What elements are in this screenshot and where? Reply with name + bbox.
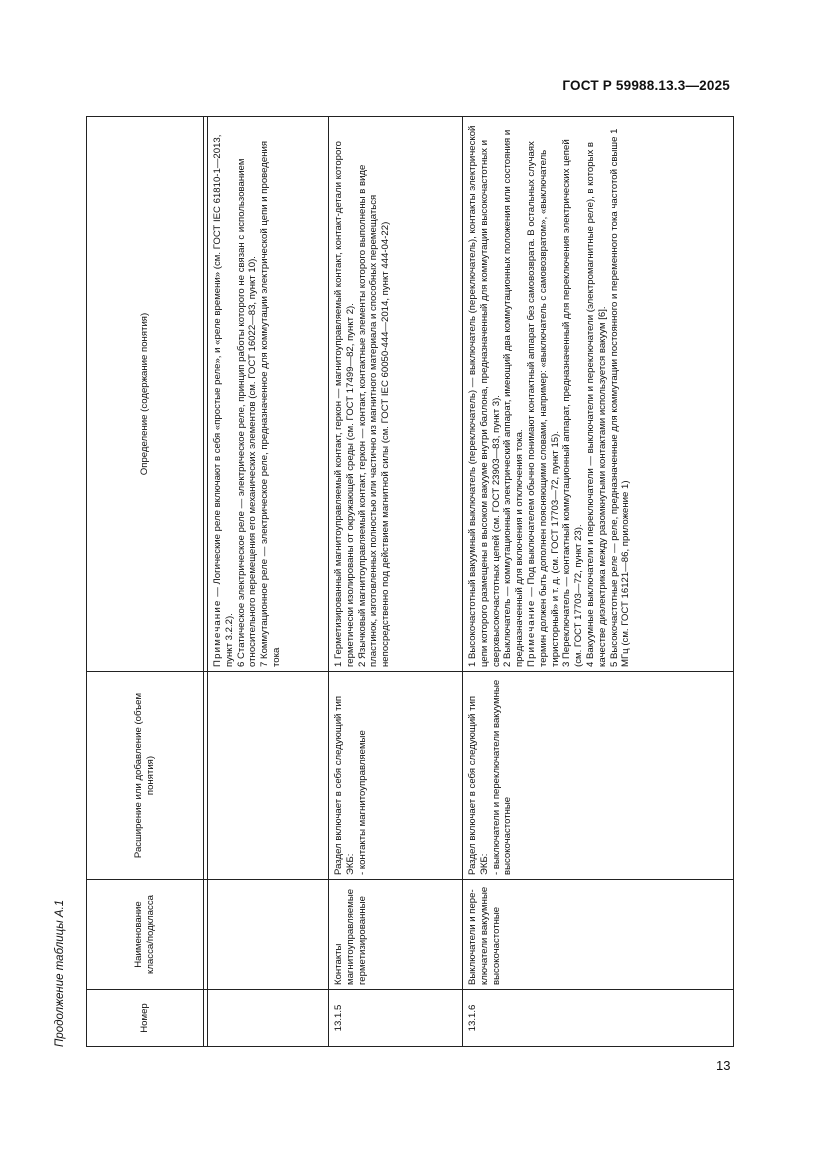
table-row <box>463 117 734 1047</box>
table-header-row <box>87 117 204 1047</box>
definition-item: 3 Переключатель — контактный коммутационный аппарат, предназначенный для переключения электрических цепей (см. ГОСТ 17703—72, пункт 23). <box>561 139 585 667</box>
column-header-name: Наименование класса/подкласса <box>87 880 204 990</box>
definition-item: 1 Герметизированный магнитоуправляемый контакт, геркон — магнитоуправляемый контакт, контакт-детали которого герметически изолированы от окружающей среды (см. ГОСТ 17499—82, пункт 2). <box>333 141 356 667</box>
table-caption: Продолжение таблицы А.1 <box>54 899 66 1047</box>
row-class-name: Контакты магнитоуправляемые герметизированные <box>329 880 463 990</box>
definition-item: 1 Высокочастотный вакуумный выключатель (переключатель) — выключатель (переключатель), контакты электрической цепи которого размещены в высоком вакууме внутри баллона, предназначенный для коммутации высокочастотных и сверхвысокочастотных цепей (см. ГОСТ 23903—83, пункт 3). <box>467 125 502 667</box>
row-extension <box>463 672 734 880</box>
extension-intro: Раздел включает в себя следующий тип ЭКБ: <box>467 695 490 875</box>
definition-item: 5 Высокочастотные реле — реле, предназначенные для коммутации постоянного и переменного тока частотой свыше 1 МГц (см. ГОСТ 16121—86, приложение 1) <box>608 128 632 667</box>
definition-item: 2 Язычковый магнитоуправляемый контакт, геркон — контакт, контактные элементы которого выполнены в виде пластинок, изготовленных полностью или частично из магнитного материала и способных перемещаться непосредственно под действием магнитной силы (см. ГОСТ IEC 60050-444—2014, пункт 444-04-22) <box>356 164 392 667</box>
document-code: ГОСТ Р 59988.13.3—2025 <box>562 78 730 93</box>
row-class-name <box>208 880 329 990</box>
row-extension <box>329 672 463 880</box>
extension-intro: Раздел включает в себя следующий тип ЭКБ: <box>333 695 356 875</box>
definition-item: 4 Вакуумные выключатели и переключатели — выключатели и переключатели (электромагнитные реле), в которых в качестве диэлектрика между разомкнутыми контактами используется вакуум [6]. <box>584 141 608 667</box>
column-header-extension: Расширение или добавление (объем понятия) <box>87 672 204 880</box>
definition-item: 7 Коммутационное реле — электрическое реле, предназначенное для коммутации электрической цепи и проведения тока <box>259 140 282 667</box>
row-number: 13.1.5 <box>329 990 463 1047</box>
row-number <box>208 990 329 1047</box>
row-number: 13.1.6 <box>463 990 734 1047</box>
definition-item: 2 Выключатель — коммутационный электрический аппарат, имеющий два коммутационных положения или состояния и предназначенный для включения и отключения тока. <box>502 129 526 667</box>
row-definition <box>463 117 734 672</box>
table-row <box>329 117 463 1047</box>
note-label: Примечание <box>212 599 223 667</box>
definition-note <box>212 121 236 667</box>
table-row <box>208 117 329 1047</box>
page-number: 13 <box>716 1058 731 1073</box>
definition-note <box>526 121 561 667</box>
column-header-definition: Определение (содержание понятия) <box>87 117 204 672</box>
column-header-number: Номер <box>87 990 204 1047</box>
rotated-table-container <box>54 117 706 1047</box>
note-label: Примечание <box>525 599 537 667</box>
row-extension <box>208 672 329 880</box>
extension-item: - выключатели и переключатели вакуумные высокочастотные <box>490 679 514 875</box>
extension-item: - контакты магнитоуправляемые <box>356 730 368 875</box>
note-text: — Под выключателем обычно понимают контактный аппарат без самовозврата. В остальных случаях термин должен быть дополнен поясняющими словами, например: «выключатель с самовозвратом», «выключатель тиристорный» и т. д. (см. ГОСТ 17703—72, пункт 15). <box>525 141 561 667</box>
definition-item: 6 Статическое электрическое реле — электрическое реле, принцип работы которого не связан с использованием относительного перемещения его механических элементов (см. ГОСТ 16022—83, пункт 10). <box>235 158 259 667</box>
row-definition <box>329 117 463 672</box>
row-definition <box>208 117 329 672</box>
terms-table <box>86 116 734 1047</box>
row-class-name: Выключатели и переключатели вакуумные высокочастотные <box>463 880 734 990</box>
note-text: — Логические реле включают в себя «простые реле», и «реле времени» (см. ГОСТ IEC 61810-1—2013, пункт 3.2.2). <box>212 134 235 667</box>
